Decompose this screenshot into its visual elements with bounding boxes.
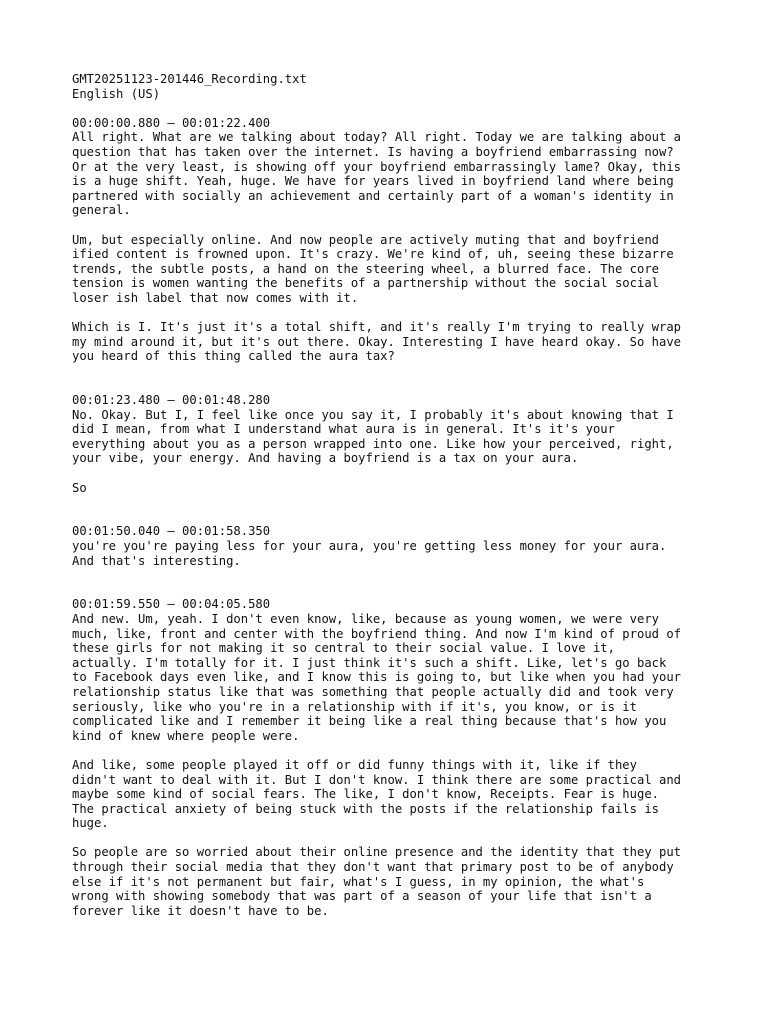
segment-timestamp: 00:01:23.480 — 00:01:48.280 [72,393,271,408]
transcript-paragraph [72,539,712,568]
text-line: And that's interesting. [72,553,241,568]
text-line: loser ish label that now comes with it. [72,290,359,305]
text-line: else if it's not permanent but fair, what's I guess, in my opinion, the what's [72,874,645,889]
segment-timestamp: 00:01:59.550 — 00:04:05.580 [72,597,271,612]
transcript-paragraph [72,845,712,918]
text-line: my mind around it, but it's out there. Okay. Interesting I have heard okay. So have [72,334,682,349]
transcript-paragraph [72,233,712,306]
text-line: ified content is frowned upon. It's crazy. We're kind of, uh, seeing these bizarre [72,247,674,262]
text-line: tension is women wanting the benefits of a partnership without the social social [72,276,659,291]
transcript-segment [72,393,712,495]
text-line: seriously, like who you're in a relationship with if it's, you know, or is it [72,699,637,714]
text-line: So [72,480,87,495]
text-line: much, like, front and center with the boyfriend thing. And now I'm kind of proud of [72,626,682,641]
document-page [72,72,712,918]
text-line: through their social media that they don't want that primary post to be of anybody [72,860,674,875]
text-line: All right. What are we talking about today? All right. Today we are talking about a [72,130,682,145]
text-line: And new. Um, yeah. I don't even know, like, because as young women, we were very [72,611,659,626]
text-line: No. Okay. But I, I feel like once you say it, I probably it's about knowing that I [72,407,674,422]
transcript-paragraph [72,130,712,218]
text-line: to Facebook days even like, and I know this is going to, but like when you had your [72,670,682,685]
text-line: partnered with socially an achievement and certainly part of a woman's identity in [72,188,674,203]
transcript-paragraph [72,320,712,364]
text-line: And like, some people played it off or did funny things with it, like if they [72,757,637,772]
file-name: GMT20251123-201446_Recording.txt [72,72,307,86]
text-line: is a huge shift. Yeah, huge. We have for years lived in boyfriend land where being [72,174,674,189]
transcript-segments [72,116,712,919]
text-line: these girls for not making it so central to their social value. I love it, [72,641,615,656]
text-line: The practical anxiety of being stuck with the posts if the relationship fails is [72,801,659,816]
text-line: forever like it doesn't have to be. [72,903,329,918]
transcript-paragraph [72,758,712,831]
text-line: actually. I'm totally for it. I just think it's such a shift. Like, let's go back [72,655,667,670]
transcript-segment [72,116,712,364]
segment-timestamp: 00:01:50.040 — 00:01:58.350 [72,524,271,539]
text-line: your vibe, your energy. And having a boyfriend is a tax on your aura. [72,451,579,466]
text-line: did I mean, from what I understand what aura is in general. It's it's your [72,422,615,437]
text-line: Um, but especially online. And now people are actively muting that and boyfriend [72,232,659,247]
text-line: general. [72,203,131,218]
transcript-segment [72,524,712,568]
text-line: didn't want to deal with it. But I don't know. I think there are some practical and [72,772,682,787]
text-line: Or at the very least, is showing off your boyfriend embarrassingly lame? Okay, this [72,159,682,174]
transcript-paragraph [72,408,712,466]
text-line: everything about you as a person wrapped into one. Like how your perceived, right, [72,436,674,451]
text-line: question that has taken over the internet. Is having a boyfriend embarrassing now? [72,144,674,159]
text-line: kind of knew where people were. [72,728,300,743]
file-language: English (US) [72,86,161,101]
text-line: wrong with showing somebody that was part of a season of your life that isn't a [72,889,652,904]
segment-timestamp: 00:00:00.880 — 00:01:22.400 [72,115,271,130]
text-line: trends, the subtle posts, a hand on the steering wheel, a blurred face. The core [72,261,659,276]
text-line: Which is I. It's just it's a total shift, and it's really I'm trying to really wrap [72,320,682,335]
transcript-paragraph [72,481,712,496]
text-line: So people are so worried about their online presence and the identity that they put [72,845,682,860]
transcript-paragraph [72,612,712,743]
text-line: complicated like and I remember it being like a real thing because that's how you [72,714,667,729]
text-line: you heard of this thing called the aura tax? [72,349,395,364]
text-line: relationship status like that was something that people actually did and took very [72,684,674,699]
text-line: huge. [72,816,109,831]
text-line: you're you're paying less for your aura, you're getting less money for your aura. [72,539,667,553]
transcript-segment [72,597,712,918]
text-line: maybe some kind of social fears. The like, I don't know, Receipts. Fear is huge. [72,787,659,802]
